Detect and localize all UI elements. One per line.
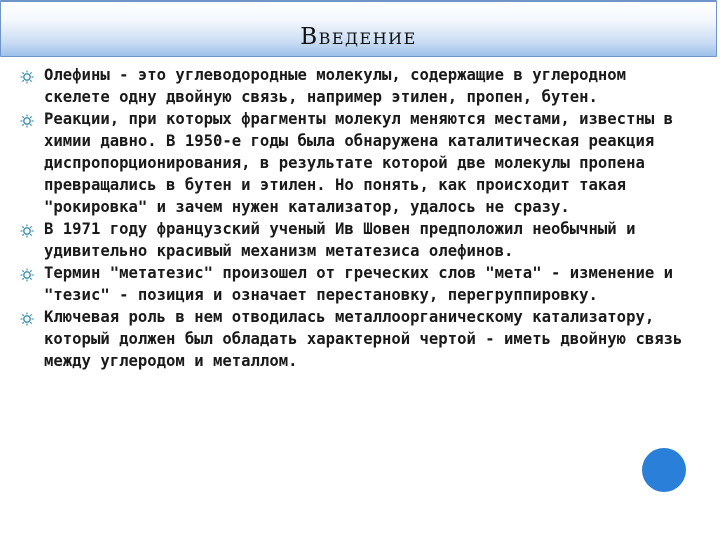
sun-bullet-icon (20, 64, 36, 86)
bullet-text: Термин "метатезис" произошел от греческих слов "мета" - изменение и "тезис" - позиция и означает перестановку, перегруппировку. (44, 264, 674, 304)
bullet-text: Реакции, при которых фрагменты молекул меняются местами, известны в химии давно. В 1950-е годы была обнаружена каталитическая реакция диспропорционирования, в результате которой две молекулы пропена превращались в бутен и этилен. Но понять, как происходит такая "рокировка" и зачем нужен катализатор, удалось не сразу. (44, 110, 674, 216)
bullet-item (20, 306, 684, 372)
blue-circle-decoration (642, 448, 686, 492)
bullet-item (20, 108, 674, 218)
sun-bullet-icon (20, 262, 36, 284)
sun-bullet-icon (20, 218, 36, 240)
bullet-item (20, 218, 704, 262)
bullet-item (20, 64, 669, 108)
bullet-list (20, 64, 683, 372)
slide-title: Введение (300, 24, 417, 50)
title-bar (0, 0, 717, 57)
bullet-text: Ключевая роль в нем отводилась металлоорганическому катализатору, который должен был обладать характерной чертой - иметь двойную связь между углеродом и металлом. (44, 308, 683, 370)
bullet-text: Олефины - это углеводородные молекулы, содержащие в углеродном скелете одну двойную связь, например этилен, пропен, бутен. (44, 66, 627, 106)
bullet-item (20, 262, 684, 306)
sun-bullet-icon (20, 306, 36, 328)
sun-bullet-icon (20, 108, 36, 130)
bullet-text: В 1971 году французский ученый Ив Шовен предположил необычный и удивительно красивый механизм метатезиса олефинов. (44, 220, 636, 260)
